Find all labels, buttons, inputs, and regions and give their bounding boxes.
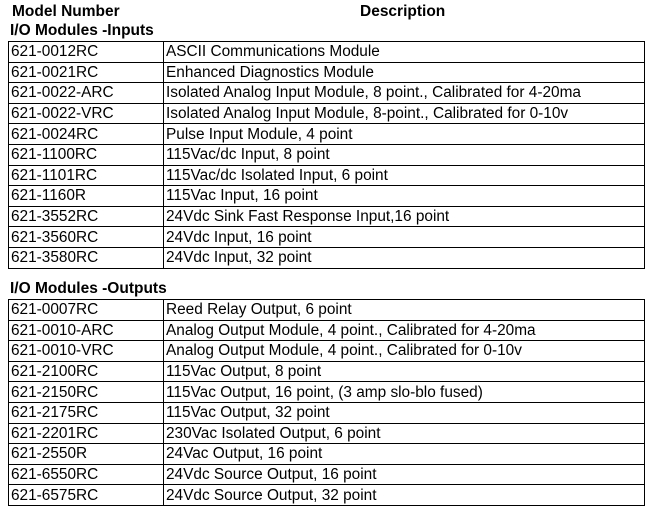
model-number-cell: 621-1160R	[9, 186, 164, 207]
model-number-header: Model Number	[12, 3, 120, 20]
model-number-cell: 621-3552RC	[9, 206, 164, 227]
model-number-cell: 621-0010-VRC	[9, 341, 164, 362]
model-number-cell: 621-0010-ARC	[9, 320, 164, 341]
table-row	[9, 124, 645, 145]
description-cell: Reed Relay Output, 6 point	[164, 300, 645, 321]
description-header: Description	[360, 3, 446, 20]
description-cell: 115Vac/dc Input, 8 point	[164, 144, 645, 165]
model-number-cell: 621-1101RC	[9, 165, 164, 186]
description-cell: 24Vdc Source Output, 16 point	[164, 464, 645, 485]
description-cell: 230Vac Isolated Output, 6 point	[164, 423, 645, 444]
description-cell: 24Vdc Source Output, 32 point	[164, 485, 645, 506]
model-number-cell: 621-0012RC	[9, 42, 164, 63]
description-cell: Analog Output Module, 4 point., Calibrated for 4-20ma	[164, 320, 645, 341]
table-row	[9, 485, 645, 506]
table-row	[9, 423, 645, 444]
table-row	[9, 227, 645, 248]
model-number-cell: 621-0021RC	[9, 62, 164, 83]
table-row	[9, 402, 645, 423]
table-row	[9, 300, 645, 321]
table-row	[9, 186, 645, 207]
table-row	[9, 144, 645, 165]
table-row	[9, 444, 645, 465]
model-number-cell: 621-0022-VRC	[9, 103, 164, 124]
table-row	[9, 361, 645, 382]
model-number-cell: 621-1100RC	[9, 144, 164, 165]
description-cell: 24Vdc Sink Fast Response Input,16 point	[164, 206, 645, 227]
description-cell: 24Vdc Input, 32 point	[164, 247, 645, 268]
description-cell: 115Vac/dc Isolated Input, 6 point	[164, 165, 645, 186]
inputs-table	[8, 41, 645, 269]
table-row	[9, 247, 645, 268]
model-number-cell: 621-2100RC	[9, 361, 164, 382]
description-cell: ASCII Communications Module	[164, 42, 645, 63]
model-number-cell: 621-6550RC	[9, 464, 164, 485]
table-row	[9, 83, 645, 104]
outputs-section-title: I/O Modules -Outputs	[10, 280, 167, 297]
model-number-cell: 621-0022-ARC	[9, 83, 164, 104]
model-number-cell: 621-2150RC	[9, 382, 164, 403]
table-row	[9, 320, 645, 341]
model-number-cell: 621-2550R	[9, 444, 164, 465]
model-number-cell: 621-2175RC	[9, 402, 164, 423]
description-cell: 115Vac Output, 8 point	[164, 361, 645, 382]
table-row	[9, 382, 645, 403]
table-row	[9, 103, 645, 124]
description-cell: Enhanced Diagnostics Module	[164, 62, 645, 83]
model-number-cell: 621-0024RC	[9, 124, 164, 145]
table-row	[9, 42, 645, 63]
description-cell: Pulse Input Module, 4 point	[164, 124, 645, 145]
description-cell: 115Vac Input, 16 point	[164, 186, 645, 207]
model-number-cell: 621-3560RC	[9, 227, 164, 248]
model-number-cell: 621-3580RC	[9, 247, 164, 268]
table-row	[9, 62, 645, 83]
description-cell: 115Vac Output, 16 point, (3 amp slo-blo fused)	[164, 382, 645, 403]
model-number-cell: 621-0007RC	[9, 300, 164, 321]
table-row	[9, 464, 645, 485]
model-number-cell: 621-6575RC	[9, 485, 164, 506]
description-cell: Analog Output Module, 4 point., Calibrated for 0-10v	[164, 341, 645, 362]
description-cell: Isolated Analog Input Module, 8 point., Calibrated for 4-20ma	[164, 83, 645, 104]
description-cell: 24Vdc Input, 16 point	[164, 227, 645, 248]
table-row	[9, 206, 645, 227]
description-cell: Isolated Analog Input Module, 8-point., Calibrated for 0-10v	[164, 103, 645, 124]
table-row	[9, 341, 645, 362]
outputs-table	[8, 299, 645, 506]
description-cell: 24Vac Output, 16 point	[164, 444, 645, 465]
inputs-section-title: I/O Modules -Inputs	[10, 22, 154, 39]
description-cell: 115Vac Output, 32 point	[164, 402, 645, 423]
model-number-cell: 621-2201RC	[9, 423, 164, 444]
table-row	[9, 165, 645, 186]
